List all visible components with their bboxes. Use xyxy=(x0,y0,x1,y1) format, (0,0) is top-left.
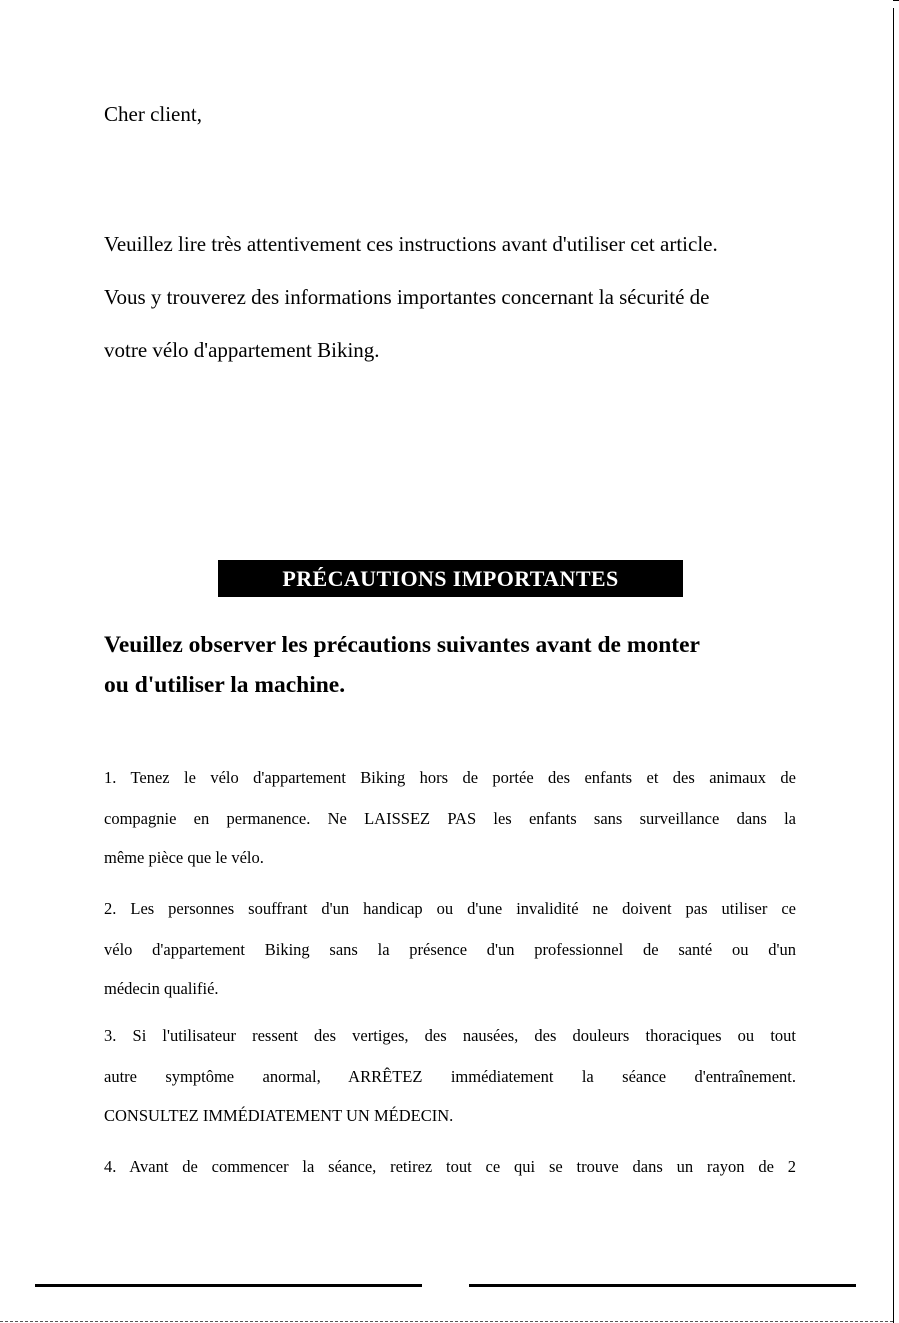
intro-line: votre vélo d'appartement Biking. xyxy=(104,338,380,362)
footer-rule-left xyxy=(35,1284,422,1287)
precaution-line: médecin qualifié. xyxy=(104,979,219,998)
precaution-line: CONSULTEZ IMMÉDIATEMENT UN MÉDECIN. xyxy=(104,1106,454,1125)
section-heading: Veuillez observer les précautions suivantes avant de monter xyxy=(104,632,700,658)
greeting: Cher client, xyxy=(104,102,202,126)
precaution-line: 2. Les personnes souffrant d'un handicap ou d'une invalidité ne doivent pas utiliser ce xyxy=(104,899,796,918)
page-edge-rule xyxy=(893,8,894,1323)
intro-line: Veuillez lire très attentivement ces instructions avant d'utiliser cet article. xyxy=(104,232,718,256)
precaution-line: vélo d'appartement Biking sans la présence d'un professionnel de santé ou d'un xyxy=(104,940,796,959)
precaution-line: 3. Si l'utilisateur ressent des vertiges, des nausées, des douleurs thoraciques ou tout xyxy=(104,1026,796,1045)
precaution-line: même pièce que le vélo. xyxy=(104,848,264,867)
section-banner: PRÉCAUTIONS IMPORTANTES xyxy=(218,560,683,597)
precaution-line: compagnie en permanence. Ne LAISSEZ PAS les enfants sans surveillance dans la xyxy=(104,809,796,828)
section-heading: ou d'utiliser la machine. xyxy=(104,672,346,698)
page-bottom-edge xyxy=(0,1321,893,1322)
intro-line: Vous y trouverez des informations importantes concernant la sécurité de xyxy=(104,285,710,309)
precaution-line: 4. Avant de commencer la séance, retirez tout ce qui se trouve dans un rayon de 2 xyxy=(104,1157,796,1176)
page-edge-cap xyxy=(893,0,899,1)
footer-rule-right xyxy=(469,1284,856,1287)
precaution-line: 1. Tenez le vélo d'appartement Biking hors de portée des enfants et des animaux de xyxy=(104,768,796,787)
precaution-line: autre symptôme anormal, ARRÊTEZ immédiatement la séance d'entraînement. xyxy=(104,1067,796,1086)
